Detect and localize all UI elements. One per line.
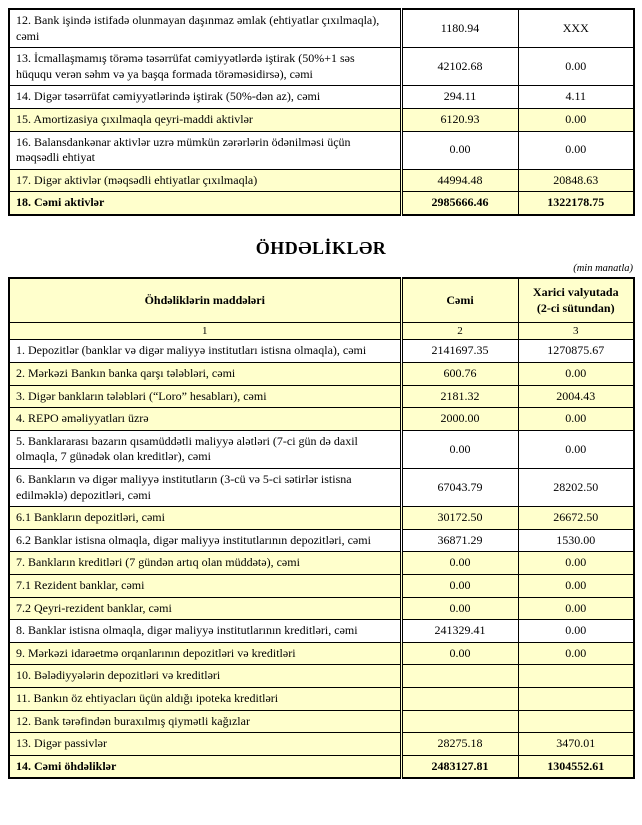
row-total-value: 44994.48 [401,169,518,192]
row-label: 10. Bələdiyyələrin depozitləri və kreditləri [9,665,401,688]
row-label: 1. Depozitlər (banklar və digər maliyyə institutları istisna olmaqla), cəmi [9,340,401,363]
table-row [9,507,634,530]
row-label: 12. Bank tərəfindən buraxılmış qiymətli kağızlar [9,710,401,733]
row-foreign-value: 0.00 [518,574,634,597]
row-total-value [401,710,518,733]
table-row [9,385,634,408]
row-total-value: 0.00 [401,642,518,665]
table-row [9,408,634,431]
row-total-value: 0.00 [401,131,518,169]
row-foreign-value: 4.11 [518,86,634,109]
row-label: 17. Digər aktivlər (məqsədli ehtiyatlar çıxılmaqla) [9,169,401,192]
section-title: ÖHDƏLİKLƏR [255,237,387,258]
col-number-2: 2 [401,323,518,340]
table-row [9,574,634,597]
row-total-value: 2181.32 [401,385,518,408]
table-row [9,642,634,665]
row-foreign-value: 0.00 [518,620,634,643]
row-label: 13. Digər passivlər [9,733,401,756]
row-label: 6.2 Banklar istisna olmaqla, digər maliyyə institutlarının depozitləri, cəmi [9,529,401,552]
row-foreign-value: 0.00 [518,597,634,620]
row-foreign-value: 0.00 [518,363,634,386]
table-row [9,687,634,710]
row-foreign-value: 0.00 [518,642,634,665]
row-total-value: 241329.41 [401,620,518,643]
row-total-value [401,687,518,710]
row-total-value: 30172.50 [401,507,518,530]
row-label: 13. İcmallaşmamış törəmə təsərrüfat cəmiyyətlərdə iştirak (50%+1 səs hüququ verən səhm və ya başqa formada törəməsidirsə), cəmi [9,48,401,86]
row-total-value: 2483127.81 [401,755,518,778]
row-label: 6.1 Bankların depozitləri, cəmi [9,507,401,530]
row-foreign-value: 0.00 [518,108,634,131]
row-total-value: 1180.94 [401,9,518,48]
row-total-value [401,665,518,688]
row-label: 15. Amortizasiya çıxılmaqla qeyri-maddi aktivlər [9,108,401,131]
row-foreign-value: 1530.00 [518,529,634,552]
table-row [9,131,634,169]
row-label: 6. Bankların və digər maliyyə institutların (3-cü və 5-ci sətirlər istisna edilməklə) depozitləri, cəmi [9,468,401,506]
liabilities-table [8,277,635,779]
row-foreign-value: 1270875.67 [518,340,634,363]
row-label: 16. Balansdankənar aktivlər uzrə mümkün zərərlərin ödənilməsi üçün məqsədli ehtiyat [9,131,401,169]
row-label: 5. Banklararası bazarın qısamüddətli maliyyə alətləri (7-ci gün də daxil olmaqla, 7 günədək olan kreditlər), cəmi [9,430,401,468]
row-foreign-value: 0.00 [518,48,634,86]
header-items: Öhdəliklərin maddələri [9,278,401,323]
column-numbers-row [9,323,634,340]
row-total-value: 42102.68 [401,48,518,86]
row-total-value: 0.00 [401,574,518,597]
table-row-total-liabilities [9,755,634,778]
row-label: 4. REPO əməliyyatları üzrə [9,408,401,431]
row-total-value: 0.00 [401,552,518,575]
row-foreign-value [518,710,634,733]
row-foreign-value: 26672.50 [518,507,634,530]
row-foreign-value: XXX [518,9,634,48]
row-foreign-value: 0.00 [518,408,634,431]
table-row [9,169,634,192]
col-number-3: 3 [518,323,634,340]
row-foreign-value [518,687,634,710]
row-foreign-value: 1322178.75 [518,192,634,215]
row-total-value: 600.76 [401,363,518,386]
table-row [9,710,634,733]
row-label: 8. Banklar istisna olmaqla, digər maliyyə institutlarının kreditləri, cəmi [9,620,401,643]
unit-note: (min manatla) [573,262,633,274]
row-label: 2. Mərkəzi Bankın banka qarşı tələbləri, cəmi [9,363,401,386]
row-total-value: 2985666.46 [401,192,518,215]
row-total-value: 294.11 [401,86,518,109]
row-foreign-value: 2004.43 [518,385,634,408]
row-label: 18. Cəmi aktivlər [9,192,401,215]
assets-table [8,8,635,216]
row-total-value: 67043.79 [401,468,518,506]
header-row [9,278,634,323]
row-total-value: 2141697.35 [401,340,518,363]
table-row [9,552,634,575]
row-label: 12. Bank işində istifadə olunmayan daşınmaz əmlak (ehtiyatlar çıxılmaqla), cəmi [9,9,401,48]
table-row [9,665,634,688]
row-label: 14. Digər təsərrüfat cəmiyyətlərində iştirak (50%-dən az), cəmi [9,86,401,109]
row-foreign-value: 20848.63 [518,169,634,192]
table-row [9,468,634,506]
table-row [9,597,634,620]
table-row [9,108,634,131]
table-row [9,529,634,552]
row-foreign-value: 0.00 [518,552,634,575]
row-foreign-value: 1304552.61 [518,755,634,778]
table-row [9,430,634,468]
row-label: 7. Bankların kreditləri (7 gündən artıq olan müddətə), cəmi [9,552,401,575]
row-total-value: 0.00 [401,597,518,620]
row-label: 7.2 Qeyri-rezident banklar, cəmi [9,597,401,620]
header-total: Cəmi [401,278,518,323]
table-row [9,733,634,756]
row-label: 3. Digər bankların tələbləri (“Loro” hesabları), cəmi [9,385,401,408]
row-label: 9. Mərkəzi idarəetmə orqanlarının depozitləri və kreditləri [9,642,401,665]
row-total-value: 6120.93 [401,108,518,131]
table-row [9,48,634,86]
row-foreign-value: 28202.50 [518,468,634,506]
row-foreign-value [518,665,634,688]
row-label: 7.1 Rezident banklar, cəmi [9,574,401,597]
table-row [9,9,634,48]
row-total-value: 28275.18 [401,733,518,756]
col-number-1: 1 [9,323,401,340]
row-total-value: 0.00 [401,430,518,468]
row-foreign-value: 0.00 [518,430,634,468]
table-row [9,340,634,363]
table-row [9,620,634,643]
row-foreign-value: 0.00 [518,131,634,169]
row-label: 11. Bankın öz ehtiyacları üçün aldığı ipoteka kreditləri [9,687,401,710]
table-row [9,363,634,386]
row-total-value: 36871.29 [401,529,518,552]
header-foreign: Xarici valyutada (2-ci sütundan) [518,278,634,323]
row-total-value: 2000.00 [401,408,518,431]
table-row [9,86,634,109]
row-label: 14. Cəmi öhdəliklər [9,755,401,778]
row-foreign-value: 3470.01 [518,733,634,756]
table-row-total-assets [9,192,634,215]
